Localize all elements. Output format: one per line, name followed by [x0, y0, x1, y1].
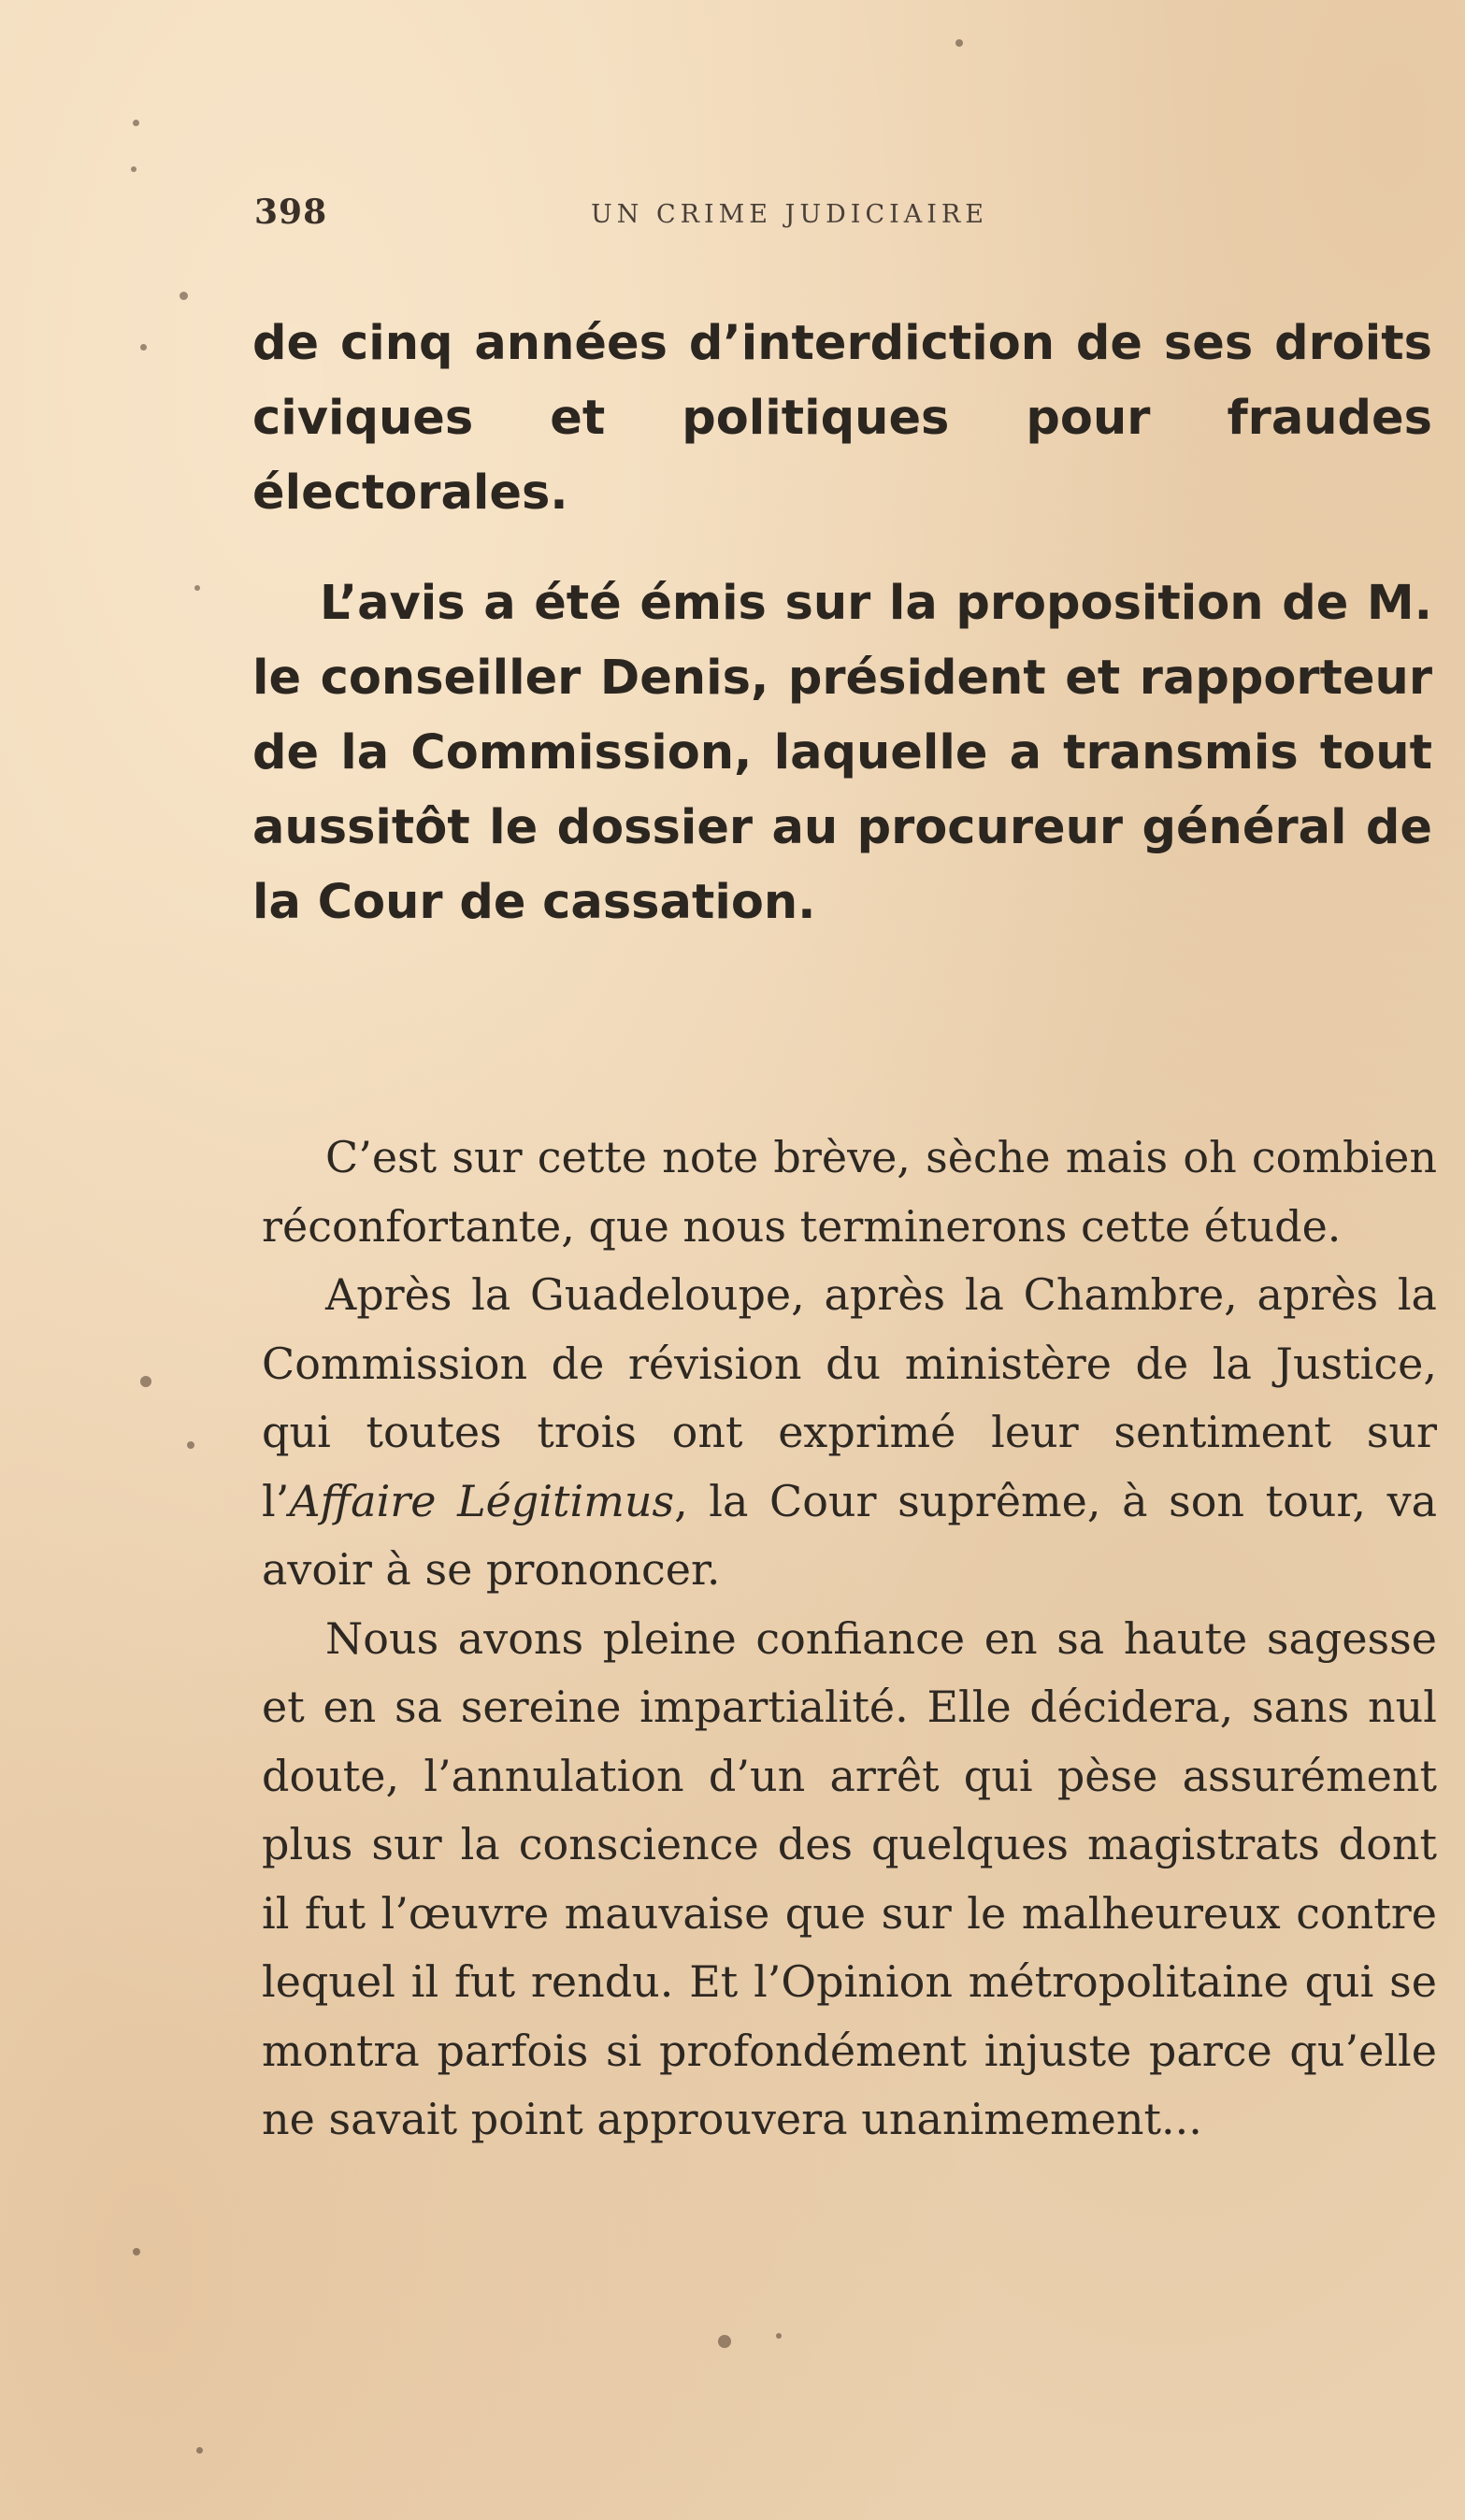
page-number: 398: [254, 193, 328, 232]
paper-speck: [140, 1376, 151, 1387]
running-head: [254, 193, 1096, 239]
running-title: UN CRIME JUDICIAIRE: [591, 200, 988, 229]
paper-speck: [955, 39, 963, 47]
paper-speck: [776, 2333, 782, 2339]
body-paragraph-2: [262, 1261, 1437, 1605]
paper-speck: [180, 292, 188, 300]
paper-speck: [196, 2447, 203, 2454]
body-paragraph-3: Nous avons pleine confiance en sa haute sagesse et en sa sereine impartialité. Elle décidera, sans nul doute, l’annulation d’un arrêt qui pèse assurément plus sur la conscience des quelques magistrats dont il fut l’œuvre mauvaise que sur le malheureux contre lequel il fut rendu. Et l’Opinion métropolitaine qui se montra parfois si profondément injuste parce qu’elle ne savait point approuvera unanimement...: [262, 1612, 1437, 2144]
paper-speck: [187, 1441, 194, 1449]
bold-paragraph-2: L’avis a été émis sur la proposition de M. le conseiller Denis, président et rapporteur de la Commission, laquelle a transmis tout aussitôt le dossier au procureur général de la Cour de cassation.: [252, 576, 1432, 930]
body-paragraph-2-text-b: , la Cour suprême, à son tour, va avoir à se prononcer.: [262, 1475, 1437, 1595]
paper-speck: [194, 585, 200, 591]
paper-speck: [131, 166, 136, 172]
body-paragraph-1: C’est sur cette note brève, sèche mais oh combien réconfortante, que nous terminerons cette étude.: [262, 1132, 1437, 1252]
paper-speck: [133, 120, 139, 126]
affaire-title: Affaire Légitimus: [289, 1475, 675, 1526]
paper-speck: [140, 344, 147, 351]
body-text: [262, 1124, 1437, 2155]
bold-excerpt: [252, 307, 1432, 940]
bold-paragraph-1: de cinq années d’interdiction de ses droits civiques et politiques pour fraudes électorales.: [252, 316, 1432, 521]
paper-speck: [718, 2335, 731, 2348]
paper-speck: [133, 2248, 140, 2255]
body-paragraph-2-text-a: Après la Guadeloupe, après la Chambre, après la Commission de révision du ministère de la Justice, qui toutes trois ont exprimé leur sentiment sur l’: [262, 1269, 1437, 1526]
